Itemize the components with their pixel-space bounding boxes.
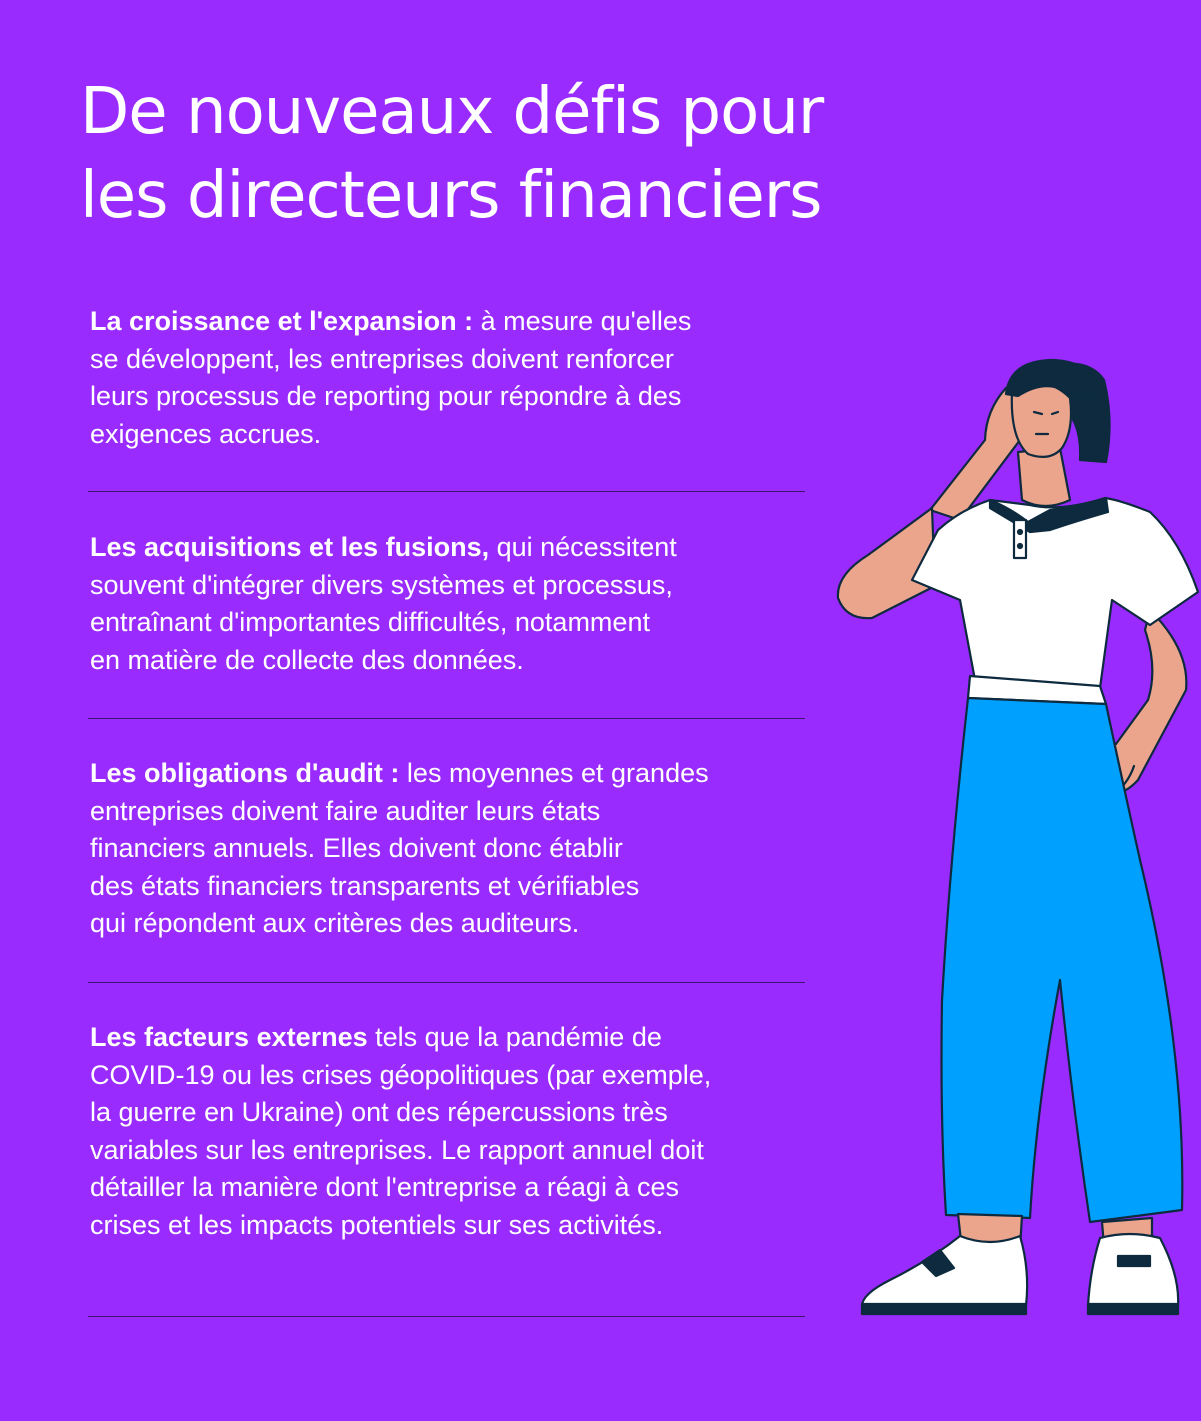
section-text: des états financiers transparents et vérifiables [90, 870, 640, 901]
section-heading: La croissance et l'expansion : [90, 306, 474, 336]
section-text: qui répondent aux critères des auditeurs. [90, 908, 580, 938]
title-line-2: les directeurs financiers [80, 159, 822, 233]
section-text: la guerre en Ukraine) ont des répercussions très [90, 1097, 668, 1127]
section-text: financiers annuels. Elles doivent donc établir [90, 833, 623, 863]
section-text: exigences accrues. [90, 418, 322, 449]
section-text: qui nécessitent [489, 532, 677, 562]
section-text: COVID-19 ou les crises géopolitiques (par exemple, [90, 1059, 712, 1090]
section-text: les moyennes et grandes [399, 758, 709, 788]
page-title [80, 70, 980, 238]
section-audit [90, 755, 820, 943]
divider [88, 1316, 805, 1317]
section-text: leurs processus de reporting pour répondre à des [90, 381, 682, 411]
section-text: se développent, les entreprises doivent renforcer [90, 343, 674, 374]
section-text: tels que la pandémie de [367, 1022, 662, 1052]
section-text: entreprises doivent faire auditer leurs états [90, 795, 601, 826]
section-text: crises et les impacts potentiels sur ses activités. [90, 1209, 664, 1240]
divider [88, 718, 805, 719]
section-text: entraînant d'importantes difficultés, notamment [90, 607, 650, 637]
section-text: en matière de collecte des données. [90, 644, 524, 675]
section-text: détailler la manière dont l'entreprise a réagi à ces [90, 1172, 679, 1202]
thinking-person-illustration [820, 340, 1201, 1330]
section-text: variables sur les entreprises. Le rapport annuel doit [90, 1134, 704, 1165]
section-heading: Les obligations d'audit : [90, 758, 400, 788]
section-growth [90, 303, 820, 453]
title-line-1: De nouveaux défis pour [80, 75, 824, 149]
section-heading: Les acquisitions et les fusions, [90, 532, 490, 562]
section-text: à mesure qu'elles [473, 306, 692, 336]
section-external-factors [90, 1019, 820, 1244]
divider [88, 982, 805, 983]
divider [88, 491, 805, 492]
section-acquisitions [90, 529, 820, 679]
section-heading: Les facteurs externes [90, 1022, 368, 1052]
section-text: souvent d'intégrer divers systèmes et processus, [90, 569, 673, 600]
